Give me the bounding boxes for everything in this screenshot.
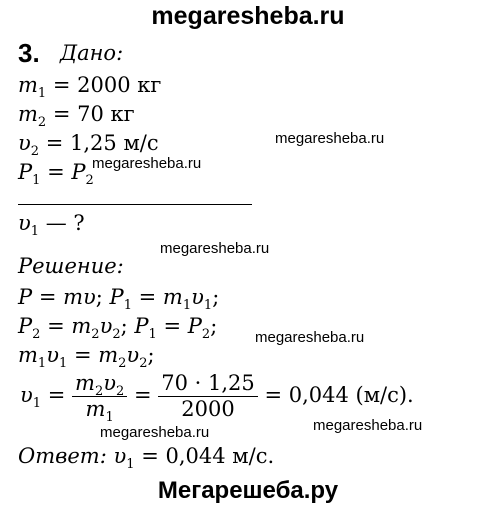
given-m2-value: = 70 кг	[52, 102, 135, 126]
fraction-denominator: 2000	[181, 397, 235, 421]
given-m2: $m_2 = 70$ кг	[18, 102, 135, 130]
given-momentum-equality: $P_1 = P_2$	[18, 160, 94, 188]
problem-number: 3.	[18, 38, 40, 68]
answer-line: Ответ: $\upsilon_1 = 0,044$ м/с.	[18, 444, 275, 472]
watermark-small: megaresheba.ru	[92, 155, 202, 172]
given-v2: $\upsilon_2 = 1,25$ м/с	[18, 131, 159, 159]
given-v2-value: = 1,25 м/с	[45, 131, 159, 155]
fraction-symbolic: $\frac{m_2\upsilon_2}{m_1}$	[72, 373, 127, 420]
watermark-small: megaresheba.ru	[275, 130, 385, 147]
watermark-small: megaresheba.ru	[100, 424, 210, 441]
watermark-small: megaresheba.ru	[313, 417, 423, 434]
solution-line-1: P = mυ; $P_1 = m_1\upsilon_1$;	[18, 285, 220, 313]
given-heading: Дано:	[60, 41, 124, 65]
answer-value: = 0,044 м/с.	[141, 444, 275, 468]
given-m1: $m_1 = 2000$ кг	[18, 73, 162, 101]
given-separator	[18, 204, 252, 205]
watermark-bottom: Мегарешеба.ру	[157, 477, 339, 504]
watermark-small: megaresheba.ru	[255, 329, 365, 346]
solution-heading: Решение:	[18, 254, 124, 278]
watermark-small: megaresheba.ru	[160, 240, 270, 257]
solution-line-3: $m_1\upsilon_1 = m_2\upsilon_2$;	[18, 343, 155, 371]
find-v1: $\upsilon_1$ — ?	[18, 211, 85, 239]
fraction-numeric	[158, 373, 258, 420]
answer-label: Ответ:	[18, 444, 107, 468]
watermark-top: megaresheba.ru	[151, 2, 345, 30]
solution-line-2: $P_2 = m_2\upsilon_2$; $P_1 = P_2$;	[18, 314, 218, 342]
solution-formula: $\upsilon_1$ = $\frac{m_2\upsilon_2}{m_1}$ = $\frac{70 \cdot 1,25}{2000}$ = 0,044 (м/с).	[20, 371, 414, 425]
solution-result: = 0,044 (м/с).	[264, 383, 414, 407]
fraction-numerator: 70 · 1,25	[161, 371, 255, 395]
given-m1-value: = 2000 кг	[52, 73, 162, 97]
find-label: — ?	[45, 211, 85, 235]
